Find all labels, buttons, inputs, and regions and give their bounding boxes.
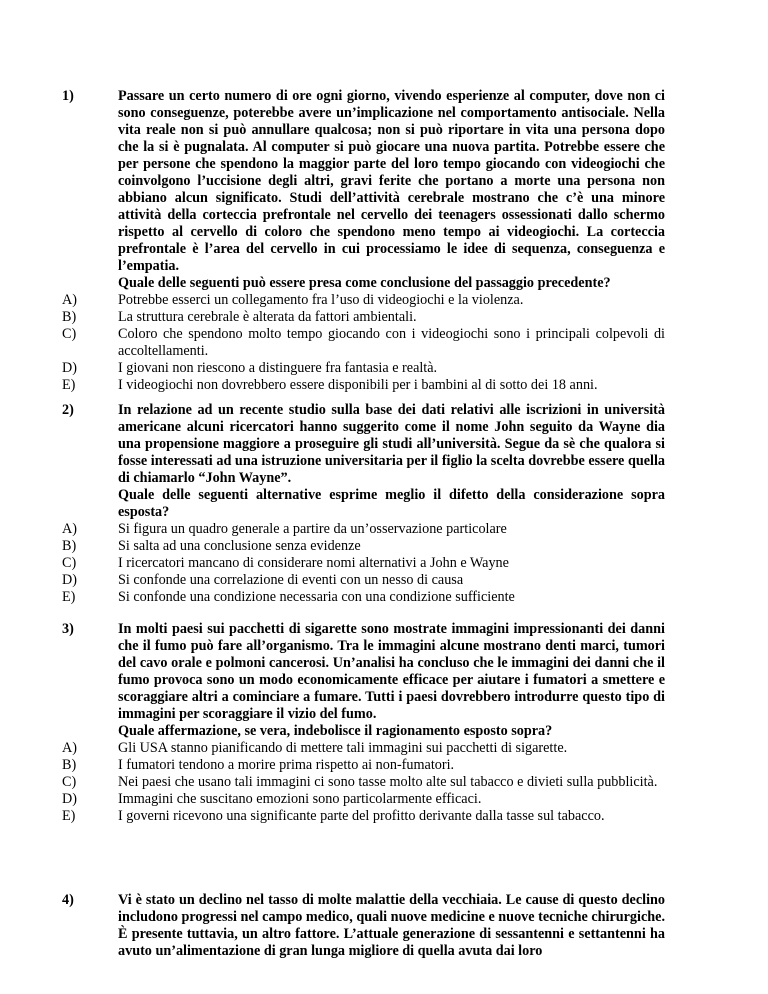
option-text: Si confonde una correlazione di eventi con un nesso di causa: [118, 572, 464, 588]
option-e: [0, 589, 768, 606]
option-a: [0, 521, 768, 538]
option-text: I fumatori tendono a morire prima rispetto ai non-fumatori.: [118, 757, 455, 773]
option-text: Coloro che spendono molto tempo giocando con i videogiochi sono i principali colpevoli di accoltellamenti.: [118, 326, 665, 359]
option-label: C): [62, 326, 77, 342]
option-label: A): [62, 521, 77, 537]
question-number: 4): [62, 892, 74, 908]
option-c: [0, 774, 768, 791]
question-text: In molti paesi sui pacchetti di sigarette sono mostrate immagini impressionanti dei danni che il fumo può fare all’organismo. Tra le immagini alcune mostrano denti marci, tumori del cavo orale e polmoni cancerosi. Un’analisi ha concluso che le immagini dei danni che il fumo provoca sono un modo economicamente efficace per aiutare i fumatori a smettere e scoraggiare altri a cominciare a fumare. Tutti i paesi dovrebbero introdurre questo tipo di immagini per scoraggiare il vizio del fumo.: [118, 621, 665, 722]
option-label: C): [62, 774, 77, 790]
option-b: [0, 309, 768, 326]
option-label: B): [62, 538, 77, 554]
option-d: [0, 360, 768, 377]
option-label: E): [62, 808, 76, 824]
question-text: Vi è stato un declino nel tasso di molte malattie della vecchiaia. Le cause di questo declino includono progressi nel campo medico, quali nuove medicine e nuove tecniche chirurgiche. È presente tuttavia, un altro fattore. L’attuale generazione di sessantenni e settantenni ha avuto un’alimentazione di gran lunga migliore di quella avuta dai loro: [118, 892, 665, 959]
question-prompt: Quale delle seguenti alternative esprime meglio il difetto della considerazione sopra esposta?: [118, 487, 665, 520]
option-text: I giovani non riescono a distinguere fra fantasia e realtà.: [118, 360, 438, 376]
question-text: In relazione ad un recente studio sulla base dei dati relativi alle iscrizioni in università americane alcuni ricercatori hanno suggerito come il nome John seguito da Wayne dia una propensione maggiore a proseguire gli studi all’università. Segue da sè che qualora si fosse interessati ad una istruzione universitaria per il figlio la scelta dovrebbe essere quella di chiamarlo “John Wayne”.: [118, 402, 665, 486]
option-text: Gli USA stanno pianificando di mettere tali immagini sui pacchetti di sigarette.: [118, 740, 568, 756]
option-b: [0, 538, 768, 555]
option-text: Nei paesi che usano tali immagini ci sono tasse molto alte sul tabacco e divieti sulla pubblicità.: [118, 774, 658, 790]
option-label: B): [62, 309, 77, 325]
option-d: [0, 572, 768, 589]
question-2: [0, 402, 768, 606]
question-3: [0, 621, 768, 825]
option-e: [0, 377, 768, 394]
question-4: [0, 892, 768, 960]
option-c: [0, 326, 768, 360]
option-text: I governi ricevono una significante parte del profitto derivante dalla tasse sul tabacco.: [118, 808, 605, 824]
option-label: E): [62, 377, 76, 393]
option-a: [0, 292, 768, 309]
option-e: [0, 808, 768, 825]
question-1: [0, 88, 768, 394]
option-label: C): [62, 555, 77, 571]
option-text: Immagini che suscitano emozioni sono particolarmente efficaci.: [118, 791, 482, 807]
option-text: La struttura cerebrale è alterata da fattori ambientali.: [118, 309, 417, 325]
option-c: [0, 555, 768, 572]
option-b: [0, 757, 768, 774]
question-prompt: Quale affermazione, se vera, indebolisce il ragionamento esposto sopra?: [118, 723, 553, 739]
option-label: D): [62, 572, 77, 588]
question-number: 2): [62, 402, 74, 418]
question-number: 1): [62, 88, 74, 104]
option-text: Potrebbe esserci un collegamento fra l’uso di videogiochi e la violenza.: [118, 292, 524, 308]
option-text: Si confonde una condizione necessaria con una condizione sufficiente: [118, 589, 515, 605]
option-text: Si salta ad una conclusione senza evidenze: [118, 538, 361, 554]
option-text: I ricercatori mancano di considerare nomi alternativi a John e Wayne: [118, 555, 509, 571]
option-label: A): [62, 292, 77, 308]
option-label: E): [62, 589, 76, 605]
question-number: 3): [62, 621, 74, 637]
option-label: B): [62, 757, 77, 773]
option-d: [0, 791, 768, 808]
option-label: D): [62, 791, 77, 807]
option-text: I videogiochi non dovrebbero essere disponibili per i bambini al di sotto dei 18 anni.: [118, 377, 598, 393]
option-label: A): [62, 740, 77, 756]
question-prompt: Quale delle seguenti può essere presa come conclusione del passaggio precedente?: [118, 275, 611, 291]
option-text: Si figura un quadro generale a partire da un’osservazione particolare: [118, 521, 507, 537]
question-text: Passare un certo numero di ore ogni giorno, vivendo esperienze al computer, dove non ci sono conseguenze, poterebbe avere un’implicazione nel comportamento antisociale. Nella vita reale non si può annullare qualcosa; non si può riportare in vita una persona dopo che la si è pugnalata. Al computer si può giocare una nuova partita. Potrebbe essere che per persone che spendono la maggior parte del loro tempo giocando con videogiochi che coinvolgono l’uccisione degli altri, gravi ferite che portano a morte una persona non abbiano alcun significato. Studi dell’attività cerebrale mostrano che c’è una minore attività della corteccia prefrontale nel cervello dei teenagers ossessionati dallo schermo rispetto al cervello di coloro che spendono meno tempo ai videogiochi. La corteccia prefrontale è l’area del cervello in cui processiamo le idee di sequenza, conseguenza e l’empatia.: [118, 88, 665, 274]
option-a: [0, 740, 768, 757]
option-label: D): [62, 360, 77, 376]
